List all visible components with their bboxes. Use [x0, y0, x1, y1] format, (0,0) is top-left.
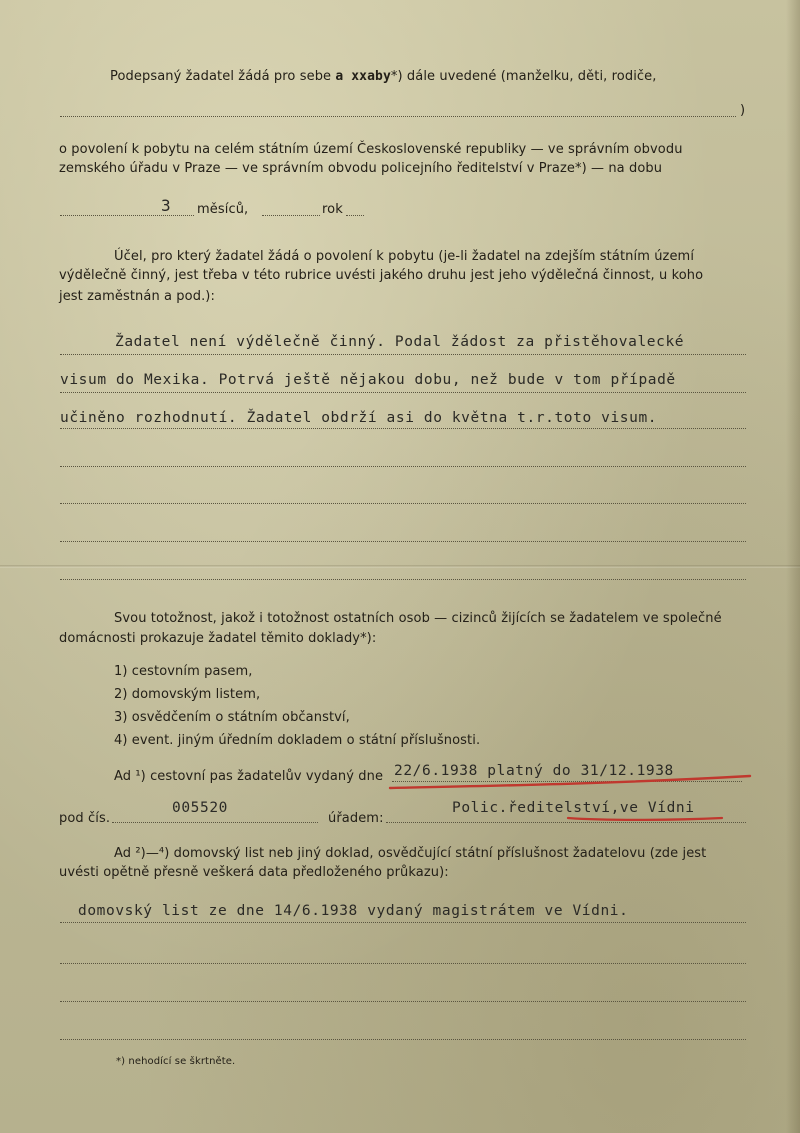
typed-passport-dates: 22/6.1938 platný do 31/12.1938: [394, 763, 674, 779]
identity-text-line1: Svou totožnost, jakož i totožnost ostatních osob — cizinců žijících se žadatelem ve společné: [114, 611, 722, 626]
dotted-line: [60, 963, 746, 964]
option-1: [114, 664, 252, 679]
request-text-a: Podepsaný žadatel žádá pro sebe: [110, 69, 332, 84]
years-label: rok: [322, 202, 343, 217]
close-paren: ): [740, 103, 746, 118]
purpose-text-line2: výdělečně činný, jest třeba v této rubrice uvésti jakého druhu jest jeho výdělečná činnost, u koho: [59, 268, 704, 283]
pod-cis-label: pod čís.: [59, 811, 111, 826]
request-text-line2: o povolení k pobytu na celém státním území Československé republiky — ve správním obvodu: [59, 142, 683, 157]
months-value: 3: [161, 196, 172, 215]
dotted-line: [60, 541, 746, 542]
dotted-line: [386, 822, 746, 823]
option-text: event. jiným úředním dokladem o státní příslušnosti.: [131, 733, 481, 748]
option-number: 4): [114, 733, 128, 748]
option-text: cestovním pasem,: [131, 664, 253, 679]
option-number: 2): [114, 687, 128, 702]
paper-edge-shadow: [786, 0, 800, 1133]
typed-purpose-line2: visum do Mexika. Potrvá ještě nějakou dobu, než bude v tom případě: [60, 372, 676, 388]
typed-domicile: domovský list ze dne 14/6.1938 vydaný magistrátem ve Vídni.: [78, 903, 629, 919]
dotted-line: [112, 822, 318, 823]
dotted-line: [60, 922, 746, 923]
dotted-line: [60, 503, 746, 504]
request-text-line1: [110, 69, 657, 84]
dotted-line: [60, 428, 746, 429]
option-text: osvědčením o státním občanství,: [131, 710, 350, 725]
dotted-line: [60, 392, 746, 393]
request-text-line3: zemského úřadu v Praze — ve správním obvodu policejního ředitelství v Praze*) — na dobu: [59, 161, 663, 176]
option-2: [114, 687, 260, 702]
purpose-text-line1: Účel, pro který žadatel žádá o povolení k pobytu (je-li žadatel na zdejším státním území: [114, 249, 695, 264]
dotted-line: [60, 1001, 746, 1002]
dotted-line: [60, 466, 746, 467]
dotted-line: [60, 354, 746, 355]
struck-word: a xxaby: [335, 69, 391, 84]
typed-authority: Polic.ředitelství,ve Vídni: [452, 800, 695, 816]
option-number: 3): [114, 710, 128, 725]
option-3: [114, 710, 350, 725]
ad2-text-line2: uvésti opětně přesně veškerá data předloženého průkazu):: [59, 865, 449, 880]
years-dotted-line: [262, 215, 320, 216]
dotted-line: [60, 579, 746, 580]
footnote: *) nehodící se škrtněte.: [116, 1056, 236, 1067]
paper-fold: [0, 565, 800, 568]
option-4: [114, 733, 480, 748]
purpose-text-line3: jest zaměstnán a pod.):: [59, 289, 215, 304]
identity-text-line2: domácnosti prokazuje žadatel těmito doklady*):: [59, 631, 377, 646]
years-dotted-end: [346, 215, 364, 216]
request-text-b: *) dále uvedené (manželku, děti, rodiče,: [390, 69, 657, 84]
dotted-line: [60, 1039, 746, 1040]
uradem-label: úřadem:: [328, 811, 384, 826]
dotted-line: [60, 116, 736, 117]
option-text: domovským listem,: [131, 687, 261, 702]
typed-purpose-line1: Žadatel není výdělečně činný. Podal žádost za přistěhovalecké: [115, 334, 685, 350]
months-dotted-line: [60, 215, 194, 216]
red-pencil-underline: [360, 768, 760, 828]
passport-number: 005520: [172, 800, 228, 816]
option-number: 1): [114, 664, 128, 679]
typed-purpose-line3: učiněno rozhodnutí. Žadatel obdrží asi do května t.r.toto visum.: [60, 410, 658, 426]
months-label: měsíců,: [197, 202, 249, 217]
ad2-text-line1: Ad ²)—⁴) domovský list neb jiný doklad, osvědčující státní příslušnost žadatelovu (zde jest: [114, 846, 707, 861]
ad1-label: Ad ¹) cestovní pas žadatelův vydaný dne: [114, 769, 384, 784]
